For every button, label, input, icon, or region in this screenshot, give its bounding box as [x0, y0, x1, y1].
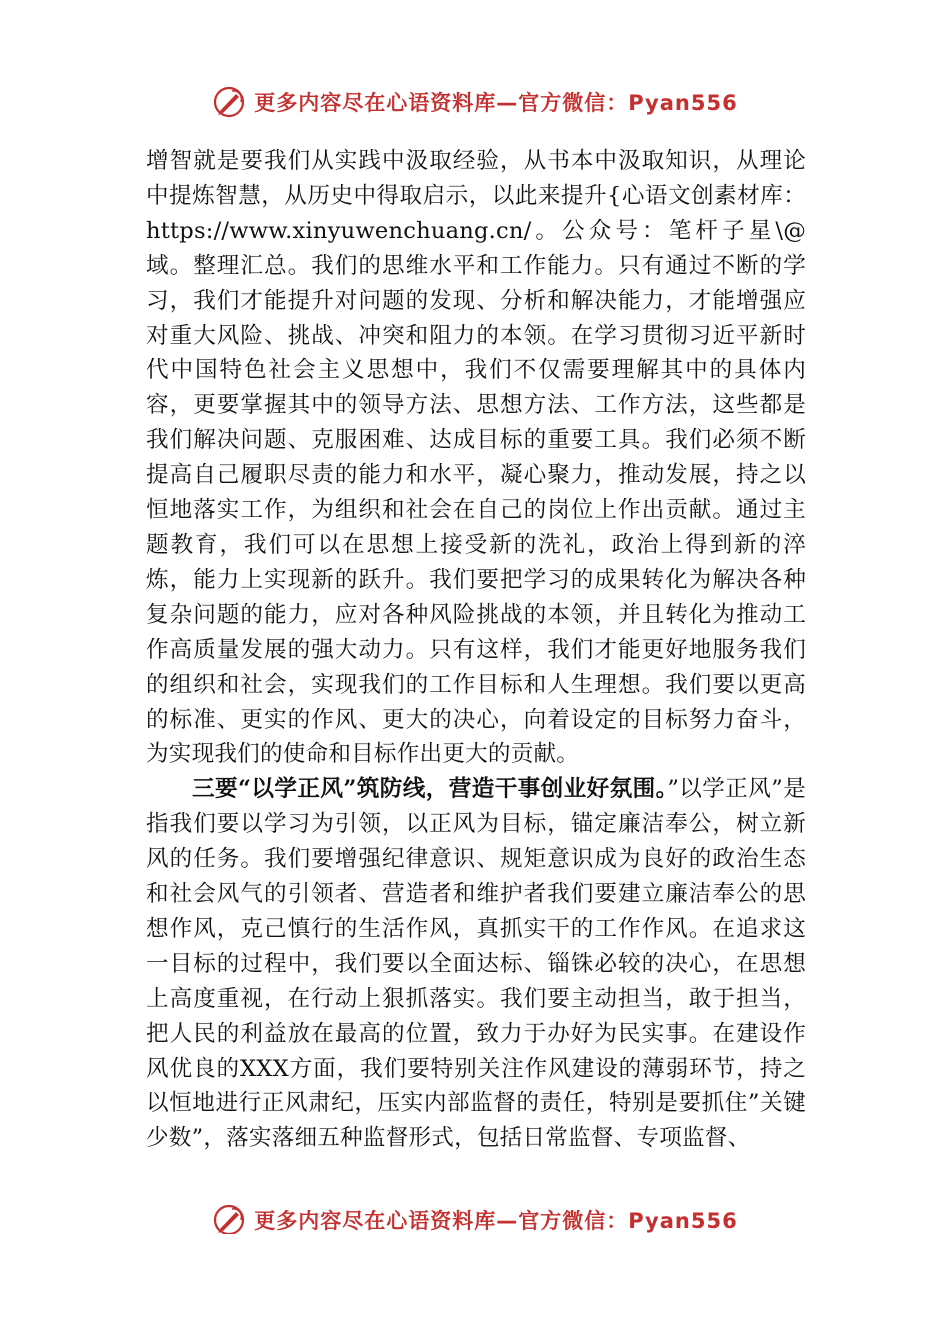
- watermark-footer: [0, 1200, 950, 1234]
- paragraph-2-text: ”以学正风”是指我们要以学习为引领，以正风为目标，锚定廉洁奉公，树立新风的任务。我们要增强纪律意识、规矩意识成为良好的政治生态和社会风气的引领者、营造者和维护者我们要建立廉洁奉公的思想作风，克己慎行的生活作风，真抓实干的工作作风。在追求这一目标的过程中，我们要以全面达标、锱铢必较的决心，在思想上高度重视，在行动上狠抓落实。我们要主动担当，敢于担当，把人民的利益放在最高的位置，致力于办好为民实事。在建设作风优良的XXX方面，我们要特别关注作风建设的薄弱环节，持之以恒地进行正风肃纪，压实内部监督的责任，特别是要抓住”关键少数”，落实落细五种监督形式，包括日常监督、专项监督、: [146, 776, 806, 1152]
- watermark-header: [0, 80, 950, 124]
- watermark-text: 更多内容尽在心语资料库—官方微信：Pyan556: [254, 91, 738, 115]
- pen-logo-icon: [212, 85, 246, 119]
- pen-logo-icon: [212, 1203, 246, 1234]
- document-body: [146, 144, 806, 1156]
- paragraph-2: [146, 772, 806, 1156]
- paragraph-1: 增智就是要我们从实践中汲取经验，从书本中汲取知识，从理论中提炼智慧，从历史中得取启示，以此来提升{心语文创素材库：https://www.xinyuwenchuang.cn/。公众号：笔杆子星\@域。整理汇总。我们的思维水平和工作能力。只有通过不断的学习，我们才能提升对问题的发现、分析和解决能力，才能增强应对重大风险、挑战、冲突和阻力的本领。在学习贯彻习近平新时代中国特色社会主义思想中，我们不仅需要理解其中的具体内容，更要掌握其中的领导方法、思想方法、工作方法，这些都是我们解决问题、克服困难、达成目标的重要工具。我们必须不断提高自己履职尽责的能力和水平，凝心聚力，推动发展，持之以恒地落实工作，为组织和社会在自己的岗位上作出贡献。通过主题教育，我们可以在思想上接受新的洗礼，政治上得到新的淬炼，能力上实现新的跃升。我们要把学习的成果转化为解决各种复杂问题的能力，应对各种风险挑战的本领，并且转化为推动工作高质量发展的强大动力。只有这样，我们才能更好地服务我们的组织和社会，实现我们的工作目标和人生理想。我们要以更高的标准、更实的作风、更大的决心，向着设定的目标努力奋斗，为实现我们的使命和目标作出更大的贡献。: [146, 148, 806, 768]
- watermark-text: 更多内容尽在心语资料库—官方微信：Pyan556: [254, 1209, 738, 1233]
- section-heading: 三要“以学正风”筑防线，营造干事创业好氛围。: [192, 776, 668, 803]
